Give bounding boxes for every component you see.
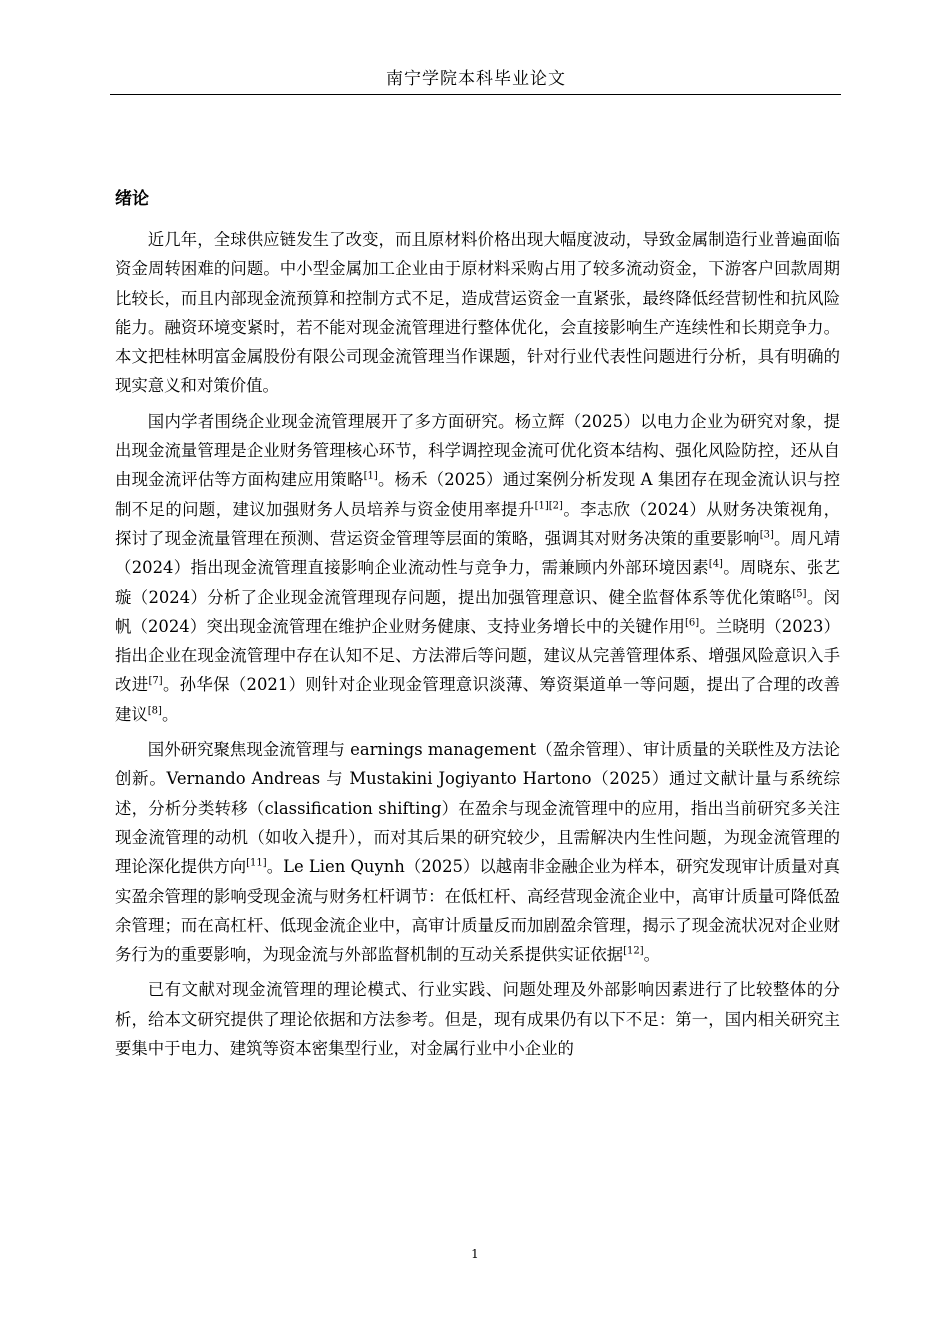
paragraph-text: 。闵帆（2024）突出现金流管理在维护企业财务健康、支持业务增长中的关键作用 [115,587,841,636]
paragraph-text: 国外研究聚焦现金流管理与 earnings management（盈余管理）、审计质量的关联性及方法论创新。Vernando Andreas 与 Mustakini Jogiyanto Hartono（2025）通过文献计量与系统综述，分析分类转移（classification shifting）在盈余与现金流管理中的应用，指出当前研究多关注现金流管理的动机（如收入提升），而对其后果的研究较少，且需解决内生性问题，为现金流管理的理论深化提供方向 [115,740,840,877]
header-rule [110,94,841,95]
citation-superscript: [12] [623,945,644,957]
citation-superscript: [11] [246,857,267,869]
section-heading: 绪论 [115,189,149,209]
paragraph-text: 。兰晓明（2023）指出企业在现金流管理中存在认知不足、方法滞后等问题，建议从完善管理体系、增强风险意识入手改进 [115,616,840,695]
citation-superscript: [7] [148,675,163,687]
paragraph-text: 。周晓东、张艺璇（2024）分析了企业现金流管理现存问题，提出加强管理意识、健全监督体系等优化策略 [115,558,841,607]
paragraph-text: 。李志欣（2024）从财务决策视角，探讨了现金流量管理在预测、营运资金管理等层面的策略，强调其对财务决策的重要影响 [115,499,841,548]
paragraph [115,975,840,1063]
citation-superscript: [1][2] [534,500,563,512]
page-number: 1 [471,1247,479,1261]
citation-superscript: [4] [708,558,723,570]
citation-superscript: [6] [684,617,700,629]
paragraph-text: 。Le Lien Quynh（2025）以越南非金融企业为样本，研究发现审计质量对真实盈余管理的影响受现金流与财务杠杆调节：在低杠杆、高经营现金流企业中，高审计质量可降低盈余管理；而在高杠杆、低现金流企业中，高审计质量反而加剧盈余管理，揭示了现金流状况对企业财务行为的重要影响，为现金流与外部监督机制的互动关系提供实证依据 [115,857,841,965]
running-header: 南宁学院本科毕业论文 [386,69,566,89]
citation-superscript: [3] [759,529,774,541]
paragraph-text: 。 [643,945,661,965]
paragraph-text: 。周凡靖（2024）指出现金流管理直接影响企业流动性与竞争力，需兼顾内外部环境因素 [115,528,840,578]
paragraph [115,407,840,729]
paragraph-text: 。孙华保（2021）则针对企业现金管理意识淡薄、筹资渠道单一等问题，提出了合理的改善建议 [115,675,841,724]
paragraph [115,225,840,401]
paragraph-text: 。杨禾（2025）通过案例分析发现 A 集团存在现金流认识与控制不足的问题，建议加强财务人员培养与资金使用率提升 [115,470,841,519]
citation-superscript: [8] [147,705,162,717]
paragraph-text: 国内学者围绕企业现金流管理展开了多方面研究。杨立辉（2025）以电力企业为研究对象，提出现金流量管理是企业财务管理核心环节，科学调控现金流可优化资本结构、强化风险防控，还从自由现金流评估等方面构建应用策略 [115,411,840,490]
paragraph-text: 已有文献对现金流管理的理论模式、行业实践、问题处理及外部影响因素进行了比较整体的分析，给本文研究提供了理论依据和方法参考。但是，现有成果仍有以下不足：第一，国内相关研究主要集中于电力、建筑等资本密集型行业，对金属行业中小企业的 [115,980,840,1059]
citation-superscript: [1] [363,470,378,482]
paragraph [115,735,840,969]
body-text [115,225,840,1069]
citation-superscript: [5] [792,588,807,600]
paragraph-text: 。 [161,704,179,724]
paragraph-text: 近几年，全球供应链发生了改变，而且原材料价格出现大幅度波动，导致金属制造行业普遍面临资金周转困难的问题。中小型金属加工企业由于原材料采购占用了较多流动资金，下游客户回款周期比较长，而且内部现金流预算和控制方式不足，造成营运资金一直紧张，最终降低经营韧性和抗风险能力。融资环境变紧时，若不能对现金流管理进行整体优化，会直接影响生产连续性和长期竞争力。本文把桂林明富金属股份有限公司现金流管理当作课题，针对行业代表性问题进行分析，具有明确的现实意义和对策价值。 [115,230,840,396]
